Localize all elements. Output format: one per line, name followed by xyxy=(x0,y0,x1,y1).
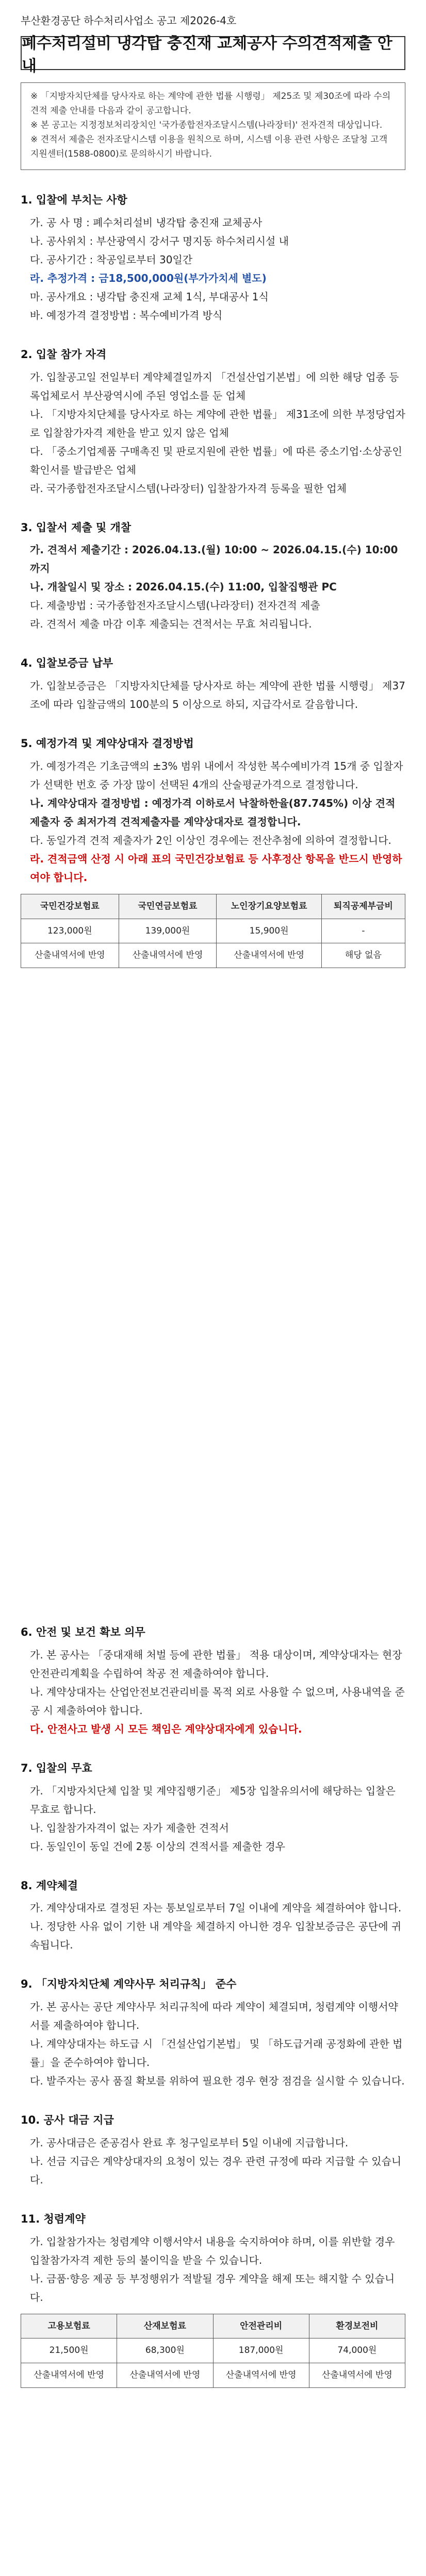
table-cell: 산출내역서에 반영 xyxy=(119,943,217,968)
section-10 xyxy=(21,2111,405,2189)
section-line: 라. 추정가격 : 금18,500,000원(부가가치세 별도) xyxy=(30,272,267,284)
table-header: 산재보험료 xyxy=(117,2314,213,2338)
cost-table xyxy=(21,2314,405,2388)
section-title: 9. 「지방자치단체 계약사무 처리규칙」 준수 xyxy=(21,1978,237,1991)
section-line: 나. 선금 지급은 계약상대자의 요청이 있는 경우 관련 규정에 따라 지급할 수 있습니다. xyxy=(30,2155,402,2186)
section-line: 가. 본 공사는 「중대재해 처벌 등에 관한 법률」 적용 대상이며, 계약상대자는 현장 안전관리계획을 수립하여 착공 전 제출하여야 합니다. xyxy=(30,1648,402,1680)
section-title: 6. 안전 및 보건 확보 의무 xyxy=(21,1626,145,1638)
table-cell: 139,000원 xyxy=(119,919,217,943)
table-cell: 산출내역서에 반영 xyxy=(309,2363,405,2387)
section-line: 다. 동일인이 동일 건에 2통 이상의 견적서를 제출한 경우 xyxy=(30,1840,285,1853)
section-line: 바. 예정가격 결정방법 : 복수예비가격 방식 xyxy=(30,309,223,321)
section-line: 나. 계약상대자는 산업안전보건관리비를 목적 외로 사용할 수 없으며, 사용내역을 준공 시 제출하여야 합니다. xyxy=(30,1685,405,1717)
section-line: 가. 본 공사는 공단 계약사무 처리규칙에 따라 계약이 체결되며, 청렴계약 이행서약서를 제출하여야 합니다. xyxy=(30,2001,398,2032)
table-header: 안전관리비 xyxy=(213,2314,309,2338)
section-title: 8. 계약체결 xyxy=(21,1879,78,1892)
section-line: 가. 「지방자치단체 입찰 및 계약집행기준」 제5장 입찰유의서에 해당하는 입찰은 무효로 합니다. xyxy=(30,1784,396,1816)
section-line: 다. 안전사고 발생 시 모든 책임은 계약상대자에게 있습니다. xyxy=(30,1722,302,1735)
section-line: 나. 개찰일시 및 장소 : 2026.04.15.(수) 11:00, 입찰집행관 PC xyxy=(30,581,337,594)
section-3 xyxy=(21,518,405,634)
section-title: 4. 입찰보증금 납부 xyxy=(21,657,113,670)
section-title: 3. 입찰서 제출 및 개찰 xyxy=(21,521,132,534)
table-cell: 해당 없음 xyxy=(321,943,405,968)
section-line: 나. 금품·향응 제공 등 부정행위가 적발될 경우 계약을 해제 또는 해지할 수 있습니다. xyxy=(30,2272,395,2303)
table-header: 퇴직공제부금비 xyxy=(321,894,405,919)
section-line: 가. 입찰참가자는 청렴계약 이행서약서 내용을 숙지하여야 하며, 이를 위반할 경우 입찰참가자격 제한 등의 불이익을 받을 수 있습니다. xyxy=(30,2235,395,2266)
table-cell: 123,000원 xyxy=(21,919,119,943)
section-line: 가. 입찰공고일 전일부터 계약체결일까지 「건설산업기본법」에 의한 해당 업종 등록업체로서 부산광역시에 주된 영업소를 둔 업체 xyxy=(30,370,399,402)
section-line: 가. 입찰보증금은 「지방자치단체를 당사자로 하는 계약에 관한 법률 시행령」 제37조에 따라 입찰금액의 100분의 5 이상으로 하되, 지급각서로 갈음합니다. xyxy=(30,680,405,711)
section-6 xyxy=(21,1623,405,1738)
notice-box xyxy=(21,82,405,170)
notice-header: 부산환경공단 하수처리사업소 공고 제2026-4호 xyxy=(21,14,237,27)
table-cell: 187,000원 xyxy=(213,2338,309,2363)
table-header: 노인장기요양보험료 xyxy=(217,894,322,919)
section-line: 나. 입찰참가자격이 없는 자가 제출한 견적서 xyxy=(30,1821,229,1834)
section-line: 다. 「중소기업제품 구매촉진 및 판로지원에 관한 법률」에 따른 중소기업·소상공인 확인서를 발급받은 업체 xyxy=(30,445,402,476)
section-line: 나. 계약상대자 결정방법 : 예정가격 이하로서 낙찰하한율(87.745%) 이상 견적 제출자 중 최저가격 견적제출자를 계약상대자로 결정합니다. xyxy=(30,796,396,828)
table-cell: 산출내역서에 반영 xyxy=(21,2363,117,2387)
section-line: 가. 견적서 제출기간 : 2026.04.13.(월) 10:00 ~ 2026.04.15.(수) 10:00까지 xyxy=(30,544,398,575)
section-line: 라. 견적금액 산정 시 아래 표의 국민건강보험료 등 사후정산 항목을 반드시 반영하여야 합니다. xyxy=(30,852,402,884)
section-line: 나. 정당한 사유 없이 기한 내 계약을 체결하지 아니한 경우 입찰보증금은 공단에 귀속됩니다. xyxy=(30,1920,402,1952)
table-cell: 21,500원 xyxy=(21,2338,117,2363)
notice-line: ※ 본 공고는 지정정보처리장치인 '국가종합전자조달시스템(나라장터)' 전자견적 대상입니다. xyxy=(30,120,383,131)
section-title: 11. 청렴계약 xyxy=(21,2212,86,2225)
section-line: 다. 발주자는 공사 품질 확보를 위하여 필요한 경우 현장 점검을 실시할 수 있습니다. xyxy=(30,2075,405,2088)
table-cell: 74,000원 xyxy=(309,2338,405,2363)
section-4 xyxy=(21,654,405,714)
notice-line: ※ 견적서 제출은 전자조달시스템 이용을 원칙으로 하며, 시스템 이용 관련 사항은 조달청 고객지원센터(1588-0800)로 문의하시기 바랍니다. xyxy=(30,134,388,160)
section-title: 7. 입찰의 무효 xyxy=(21,1761,92,1774)
section-1 xyxy=(21,191,405,325)
section-line: 나. 계약상대자는 하도급 시 「건설산업기본법」 및 「하도급거래 공정화에 관한 법률」을 준수하여야 합니다. xyxy=(30,2038,403,2069)
section-line: 나. 공사위치 : 부산광역시 강서구 명지동 하수처리시설 내 xyxy=(30,234,289,247)
section-line: 다. 제출방법 : 국가종합전자조달시스템(나라장터) 전자견적 제출 xyxy=(30,599,320,612)
table-cell: 산출내역서에 반영 xyxy=(217,943,322,968)
section-line: 가. 공사대금은 준공검사 완료 후 청구일로부터 5일 이내에 지급합니다. xyxy=(30,2136,349,2149)
notice-line: ※ 「지방자치단체를 당사자로 하는 계약에 관한 법률 시행령」 제25조 및 제30조에 따라 수의견적 제출 안내를 다음과 같이 공고합니다. xyxy=(30,91,391,116)
section-block-2 xyxy=(21,1623,405,2395)
section-line: 다. 동일가격 견적 제출자가 2인 이상인 경우에는 전산추첨에 의하여 결정합니다. xyxy=(30,834,391,846)
insurance-table xyxy=(21,894,405,968)
section-2 xyxy=(21,345,405,498)
section-line: 라. 국가종합전자조달시스템(나라장터) 입찰참가자격 등록을 필한 업체 xyxy=(30,482,347,495)
section-line: 가. 계약상대자로 결정된 자는 통보일로부터 7일 이내에 계약을 체결하여야 합니다. xyxy=(30,1902,402,1914)
section-title: 1. 입찰에 부치는 사항 xyxy=(21,194,127,206)
table-cell: - xyxy=(321,919,405,943)
table-header: 고용보험료 xyxy=(21,2314,117,2338)
table-cell: 산출내역서에 반영 xyxy=(21,943,119,968)
section-title: 10. 공사 대금 지급 xyxy=(21,2114,114,2127)
section-8 xyxy=(21,1876,405,1955)
table-header: 국민건강보험료 xyxy=(21,894,119,919)
table-cell: 68,300원 xyxy=(117,2338,213,2363)
section-7 xyxy=(21,1759,405,1856)
section-line: 다. 공사기간 : 착공일로부터 30일간 xyxy=(30,253,193,266)
table-cell: 15,900원 xyxy=(217,919,322,943)
section-line: 라. 견적서 제출 마감 이후 제출되는 견적서는 무효 처리됩니다. xyxy=(30,618,312,631)
section-5 xyxy=(21,734,405,887)
section-line: 나. 「지방자치단체를 당사자로 하는 계약에 관한 법률」 제31조에 의한 부정당업자로 입찰참가자격 제한을 받고 있지 않은 업체 xyxy=(30,408,405,439)
section-title: 2. 입찰 참가 자격 xyxy=(21,348,107,361)
table-header: 환경보전비 xyxy=(309,2314,405,2338)
section-line: 마. 공사개요 : 냉각탑 충진재 교체 1식, 부대공사 1식 xyxy=(30,290,269,303)
table-cell: 산출내역서에 반영 xyxy=(213,2363,309,2387)
section-line: 가. 예정가격은 기초금액의 ±3% 범위 내에서 작성한 복수예비가격 15개 중 입찰자가 선택한 번호 중 가장 많이 선택된 4개의 산술평균가격으로 결정합니다. xyxy=(30,759,403,791)
section-block-1 xyxy=(21,191,405,975)
table-header: 국민연금보험료 xyxy=(119,894,217,919)
section-line: 가. 공 사 명 : 폐수처리설비 냉각탑 충진재 교체공사 xyxy=(30,216,263,229)
table-cell: 산출내역서에 반영 xyxy=(117,2363,213,2387)
section-9 xyxy=(21,1975,405,2090)
page-title: 폐수처리설비 냉각탑 충진재 교체공사 수의견적제출 안내 xyxy=(21,36,405,70)
section-title: 5. 예정가격 및 계약상대자 결정방법 xyxy=(21,737,194,750)
section-11 xyxy=(21,2210,405,2307)
